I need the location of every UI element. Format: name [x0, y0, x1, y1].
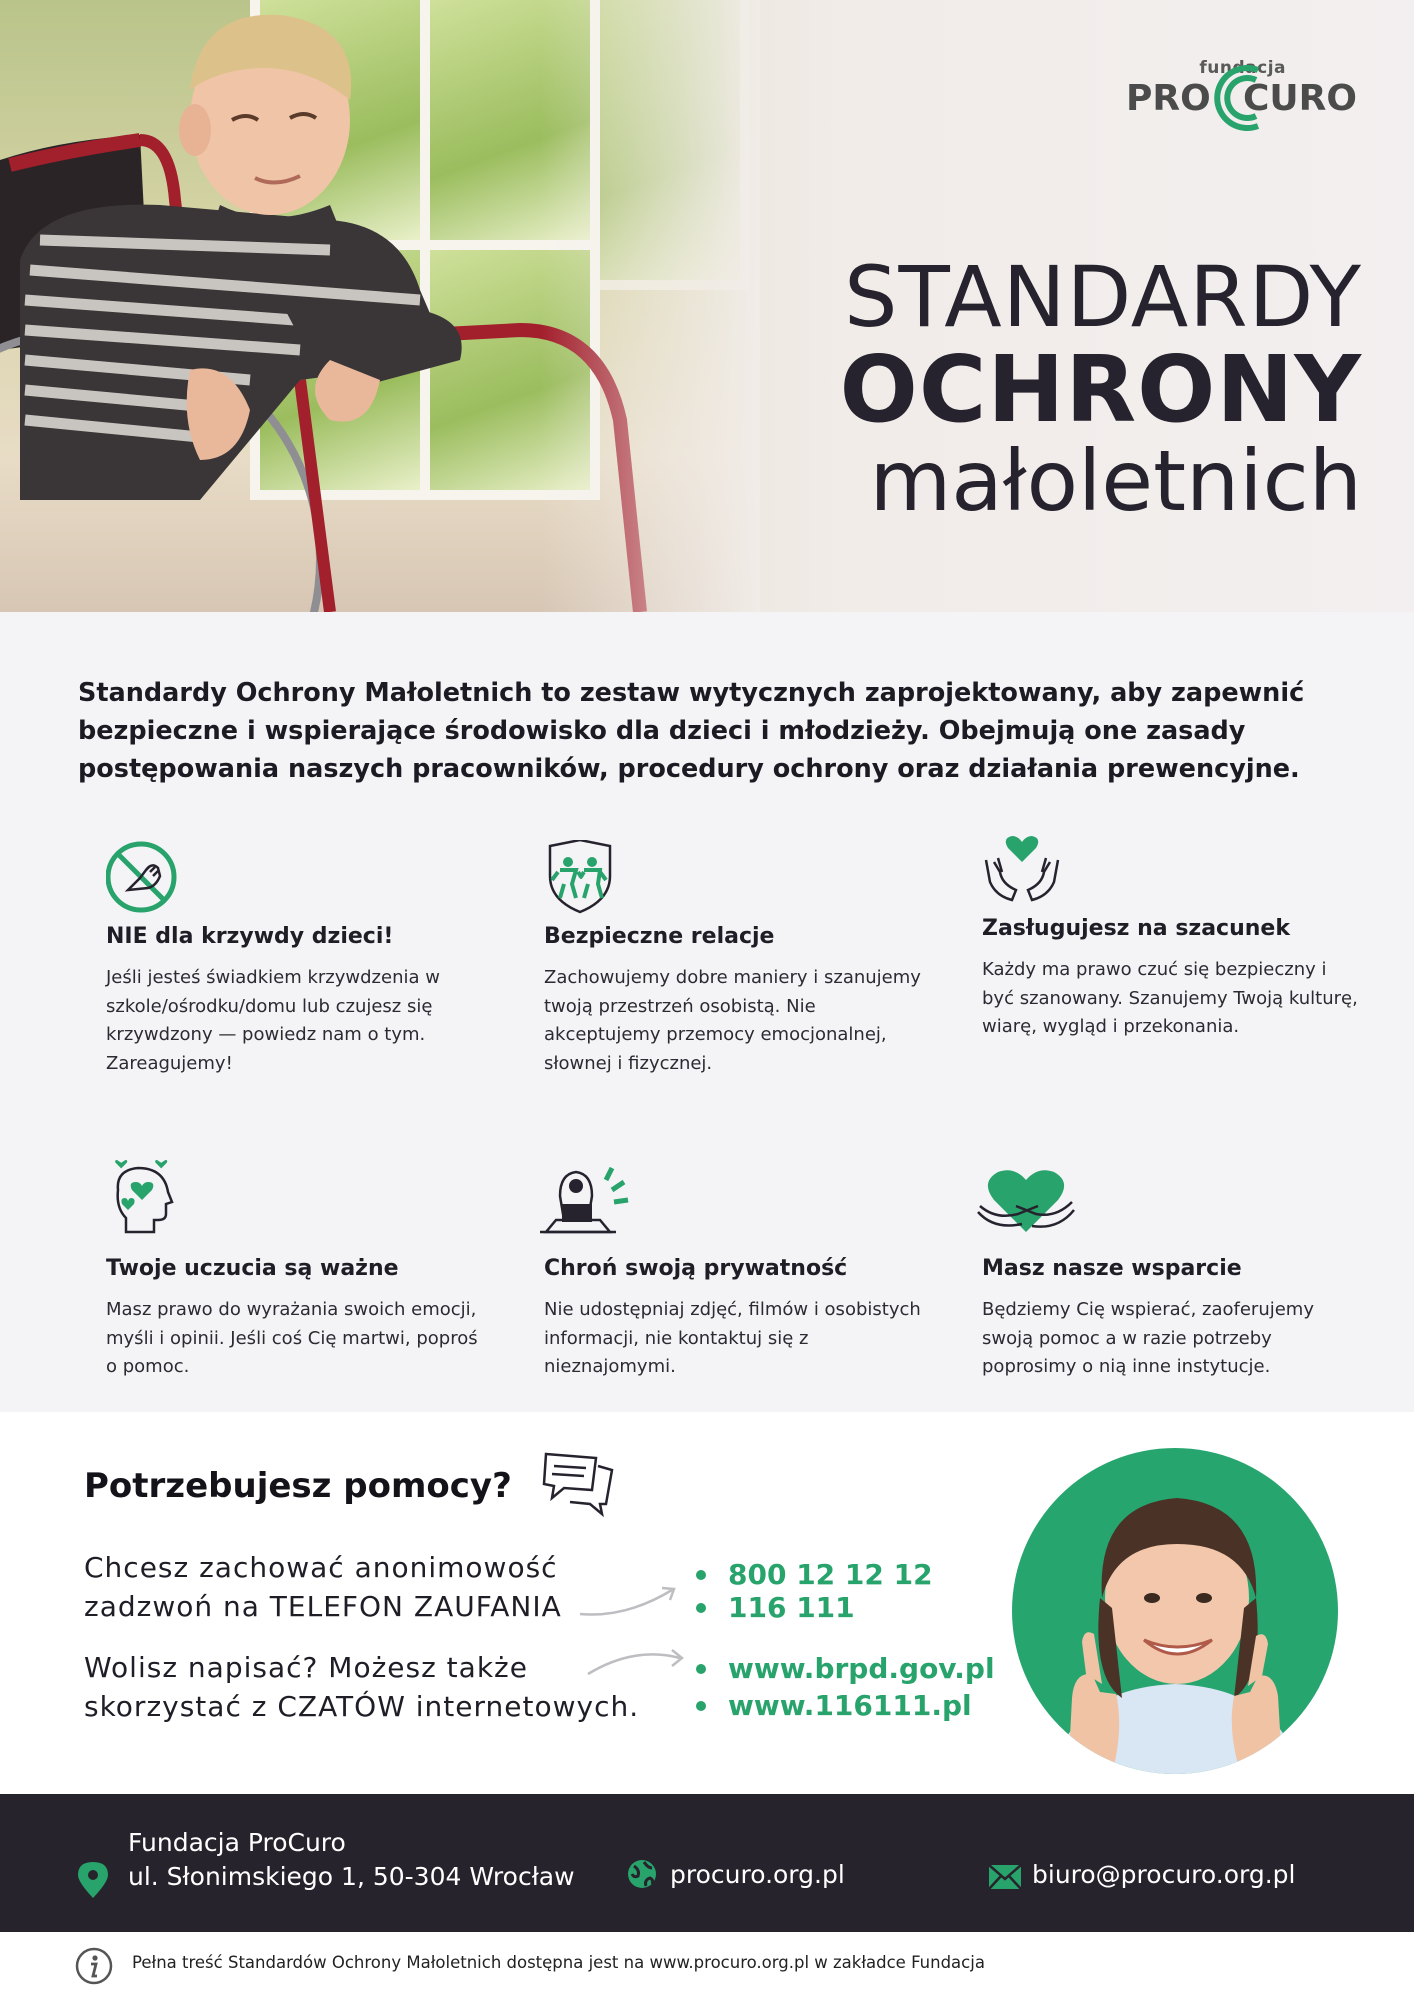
card-text: Jeśli jesteś świadkiem krzywdzenia w szkole/ośrodku/domu lub czujesz się krzywdzony — powiedz nam o tym. Zareagujemy!	[106, 967, 440, 1074]
mail-icon	[988, 1864, 1022, 1890]
card-title: NIE dla krzywdy dzieci!	[106, 924, 394, 949]
chat-link[interactable]: www.116111.pl	[696, 1689, 995, 1722]
card-title: Twoje uczucia są ważne	[106, 1256, 399, 1281]
chat-list	[696, 1652, 995, 1722]
info-icon	[74, 1946, 114, 1986]
footer-email[interactable]: biuro@procuro.org.pl	[1032, 1860, 1296, 1889]
logo-curo-text: CURO	[1243, 78, 1357, 119]
globe-icon	[626, 1858, 658, 1890]
phone-number[interactable]: 800 12 12 12	[696, 1558, 933, 1591]
chat-bubbles-icon	[540, 1448, 620, 1528]
chat-link[interactable]: www.brpd.gov.pl	[696, 1652, 995, 1685]
chat-text-line-1: Wolisz napisać? Możesz także	[84, 1651, 528, 1684]
card-text: Zachowujemy dobre maniery i szanujemy twoją przestrzeń osobistą. Nie akceptujemy przemocy emocjonalnej, słownej i fizycznej.	[544, 967, 921, 1074]
title-line-1: STANDARDY	[844, 248, 1362, 346]
location-pin-icon	[76, 1860, 110, 1900]
girl-thumbs-up-photo	[1012, 1448, 1338, 1774]
card-title: Chroń swoją prywatność	[544, 1256, 848, 1281]
card-title: Zasługujesz na szacunek	[982, 916, 1290, 941]
chat-text-line-2: skorzystać z CZATÓW internetowych.	[84, 1690, 640, 1723]
footnote: Pełna treść Standardów Ochrony Małoletnich dostępna jest na www.procuro.org.pl w zakładce Fundacja	[132, 1953, 985, 1972]
logo-pro-text: PRO	[1126, 78, 1211, 119]
card-text: Każdy ma prawo czuć się bezpieczny i być szanowany. Szanujemy Twoją kulturę, wiarę, wygląd i przekonania.	[982, 959, 1358, 1037]
phone-info-text	[84, 1548, 562, 1626]
hands-heart-icon	[982, 832, 1062, 912]
card-title: Bezpieczne relacje	[544, 924, 775, 949]
arrow-icon	[576, 1580, 686, 1620]
hacker-laptop-icon	[540, 1160, 640, 1240]
no-violence-icon	[106, 840, 186, 920]
arrow-icon	[584, 1640, 694, 1680]
logo-fundacja-text: fundacja	[1199, 58, 1286, 78]
footer-website[interactable]: procuro.org.pl	[670, 1860, 845, 1889]
title-line-2: OCHRONY	[839, 336, 1362, 443]
card-title: Masz nasze wsparcie	[982, 1256, 1242, 1281]
intro-paragraph: Standardy Ochrony Małoletnich to zestaw wytycznych zaprojektowany, aby zapewnić bezpieczne i wspierające środowisko dla dzieci i młodzieży. Obejmują one zasady postępowania naszych pracowników, procedury ochrony oraz działania prewencyjne.	[78, 678, 1305, 784]
head-hearts-icon	[106, 1160, 186, 1240]
phone-text-line-1: Chcesz zachować anonimowość	[84, 1551, 558, 1584]
chat-info-text	[84, 1648, 639, 1726]
card-text: Będziemy Cię wspierać, zaoferujemy swoją pomoc a w razie potrzeby poprosimy o nią inne instytucje.	[982, 1299, 1314, 1377]
title-line-3: małoletnich	[869, 432, 1362, 530]
phone-list	[696, 1558, 933, 1624]
hero-photo-boy-wheelchair	[0, 0, 760, 612]
help-title: Potrzebujesz pomocy?	[84, 1466, 512, 1506]
procuro-logo	[1126, 54, 1366, 134]
hero-banner	[0, 0, 1414, 612]
footer	[0, 1794, 1414, 1932]
heart-hug-icon	[976, 1160, 1076, 1240]
card-text: Masz prawo do wyrażania swoich emocji, myśli i opinii. Jeśli coś Cię martwi, poproś o pomoc.	[106, 1299, 478, 1377]
card-text: Nie udostępniaj zdjęć, filmów i osobistych informacji, nie kontaktuj się z nieznajomymi.	[544, 1299, 921, 1377]
footer-address: ul. Słonimskiego 1, 50-304 Wrocław	[128, 1862, 575, 1891]
shield-children-icon	[544, 840, 624, 920]
info-panel	[0, 612, 1414, 1412]
footer-org-name: Fundacja ProCuro	[128, 1828, 346, 1857]
phone-text-line-2: zadzwoń na TELEFON ZAUFANIA	[84, 1590, 562, 1623]
phone-number[interactable]: 116 111	[696, 1591, 933, 1624]
